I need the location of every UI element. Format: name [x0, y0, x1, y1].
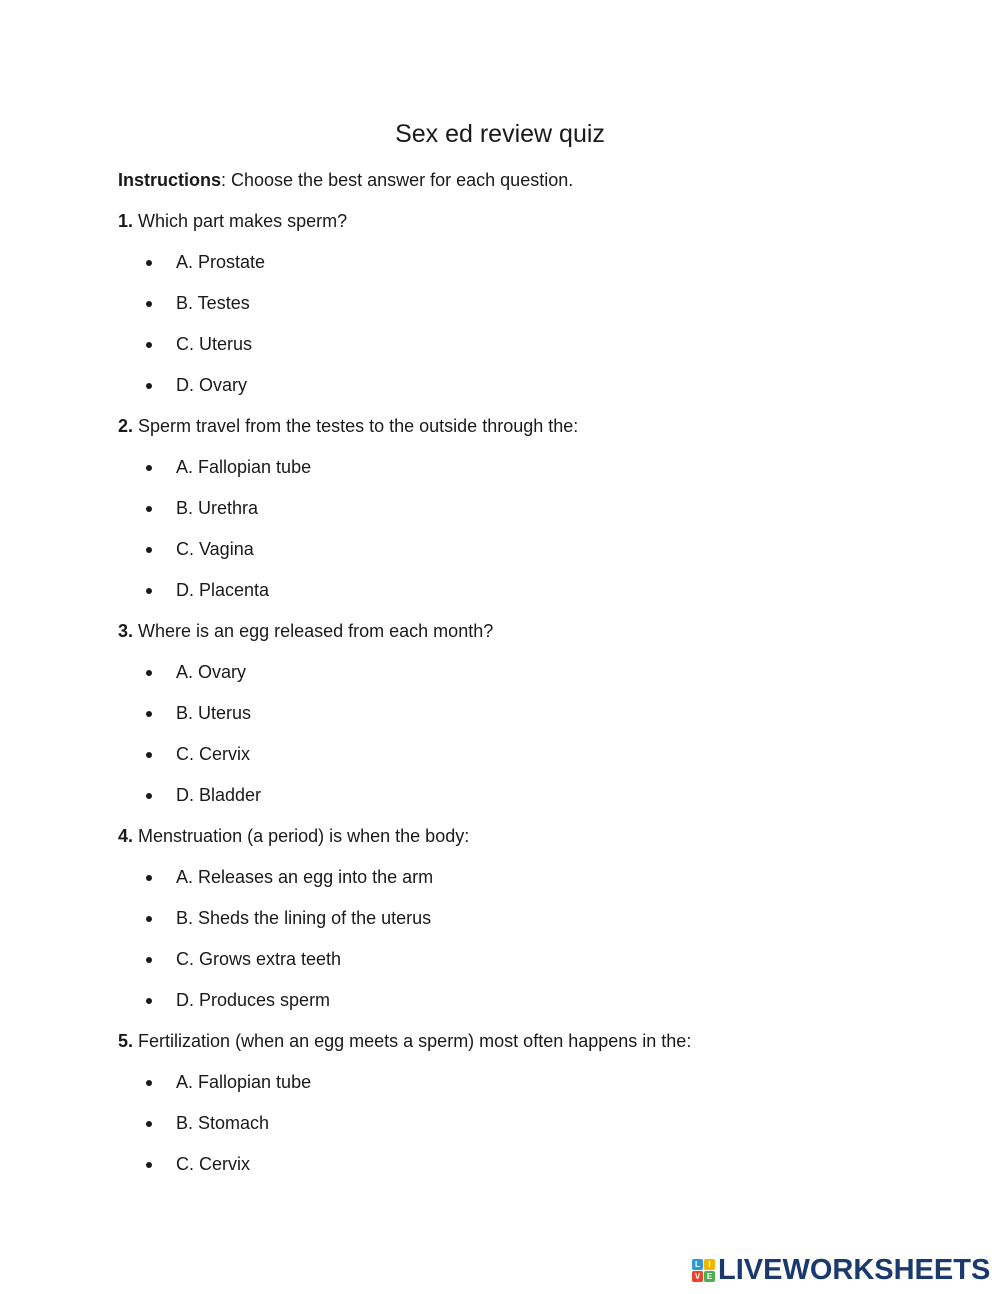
answer-option[interactable]	[118, 373, 918, 414]
question-number: 5.	[118, 1031, 134, 1051]
option-list	[118, 865, 918, 1029]
question-text	[118, 619, 918, 660]
question-number: 3.	[118, 621, 134, 641]
option-list	[118, 455, 918, 619]
question-2	[118, 414, 918, 619]
answer-option[interactable]	[118, 332, 918, 373]
answer-option[interactable]	[118, 496, 918, 537]
page-title: Sex ed review quiz	[395, 120, 605, 148]
question-list	[118, 209, 918, 1193]
question-prompt: Sperm travel from the testes to the outside through the:	[138, 416, 579, 436]
answer-option-label: B. Stomach	[176, 1113, 270, 1133]
bullet-icon	[146, 998, 152, 1004]
answer-option-label: B. Sheds the lining of the uterus	[176, 908, 432, 928]
bullet-icon	[146, 711, 152, 717]
logo-text: LIVEWORKSHEETS	[718, 1254, 991, 1286]
bullet-icon	[146, 752, 152, 758]
answer-option-label: A. Fallopian tube	[176, 457, 312, 477]
bullet-icon	[146, 1080, 152, 1086]
answer-option[interactable]	[118, 742, 918, 783]
bullet-icon	[146, 547, 152, 553]
question-number: 4.	[118, 826, 134, 846]
question-prompt: Which part makes sperm?	[138, 211, 348, 231]
answer-option[interactable]	[118, 701, 918, 742]
liveworksheets-logo	[692, 1255, 990, 1285]
bullet-icon	[146, 875, 152, 881]
answer-option-label: D. Placenta	[176, 580, 270, 600]
bullet-icon	[146, 301, 152, 307]
bullet-icon	[146, 916, 152, 922]
logo-mark-tile: E	[704, 1271, 715, 1282]
bullet-icon	[146, 957, 152, 963]
bullet-icon	[146, 1162, 152, 1168]
answer-option[interactable]	[118, 947, 918, 988]
answer-option-label: A. Releases an egg into the arm	[176, 867, 434, 887]
answer-option-label: C. Vagina	[176, 539, 254, 559]
answer-option[interactable]	[118, 865, 918, 906]
instructions-label: Instructions	[118, 170, 222, 190]
answer-option-label: C. Cervix	[176, 1154, 251, 1174]
answer-option-label: A. Fallopian tube	[176, 1072, 312, 1092]
answer-option[interactable]	[118, 906, 918, 947]
answer-option[interactable]	[118, 250, 918, 291]
question-prompt: Fertilization (when an egg meets a sperm) most often happens in the:	[138, 1031, 692, 1051]
answer-option[interactable]	[118, 1152, 918, 1193]
question-4	[118, 824, 918, 1029]
logo-mark-tile: V	[692, 1271, 703, 1282]
answer-option-label: C. Grows extra teeth	[176, 949, 342, 969]
logo-mark-tile: L	[692, 1259, 703, 1270]
answer-option-label: B. Urethra	[176, 498, 259, 518]
answer-option[interactable]	[118, 455, 918, 496]
answer-option[interactable]	[118, 1070, 918, 1111]
option-list	[118, 660, 918, 824]
liveworksheets-logo-icon	[692, 1259, 715, 1282]
answer-option-label: D. Ovary	[176, 375, 248, 395]
answer-option-label: A. Ovary	[176, 662, 247, 682]
option-list	[118, 250, 918, 414]
bullet-icon	[146, 383, 152, 389]
instructions	[118, 168, 573, 192]
bullet-icon	[146, 670, 152, 676]
question-prompt: Menstruation (a period) is when the body:	[138, 826, 470, 846]
question-number: 1.	[118, 211, 134, 231]
answer-option[interactable]	[118, 291, 918, 332]
answer-option[interactable]	[118, 578, 918, 619]
answer-option[interactable]	[118, 537, 918, 578]
question-number: 2.	[118, 416, 134, 436]
answer-option[interactable]	[118, 783, 918, 824]
question-text	[118, 209, 918, 250]
question-3	[118, 619, 918, 824]
answer-option-label: C. Cervix	[176, 744, 251, 764]
answer-option-label: A. Prostate	[176, 252, 266, 272]
answer-option[interactable]	[118, 1111, 918, 1152]
answer-option[interactable]	[118, 660, 918, 701]
answer-option[interactable]	[118, 988, 918, 1029]
bullet-icon	[146, 342, 152, 348]
bullet-icon	[146, 260, 152, 266]
instructions-text: : Choose the best answer for each question.	[221, 170, 574, 190]
question-5	[118, 1029, 918, 1193]
answer-option-label: D. Produces sperm	[176, 990, 331, 1010]
question-text	[118, 824, 918, 865]
question-text	[118, 1029, 918, 1070]
bullet-icon	[146, 588, 152, 594]
option-list	[118, 1070, 918, 1193]
logo-mark-tile: I	[704, 1259, 715, 1270]
bullet-icon	[146, 465, 152, 471]
question-1	[118, 209, 918, 414]
answer-option-label: B. Uterus	[176, 703, 252, 723]
bullet-icon	[146, 1121, 152, 1127]
bullet-icon	[146, 506, 152, 512]
answer-option-label: D. Bladder	[176, 785, 262, 805]
bullet-icon	[146, 793, 152, 799]
question-prompt: Where is an egg released from each month?	[138, 621, 494, 641]
answer-option-label: B. Testes	[176, 293, 250, 313]
answer-option-label: C. Uterus	[176, 334, 253, 354]
question-text	[118, 414, 918, 455]
